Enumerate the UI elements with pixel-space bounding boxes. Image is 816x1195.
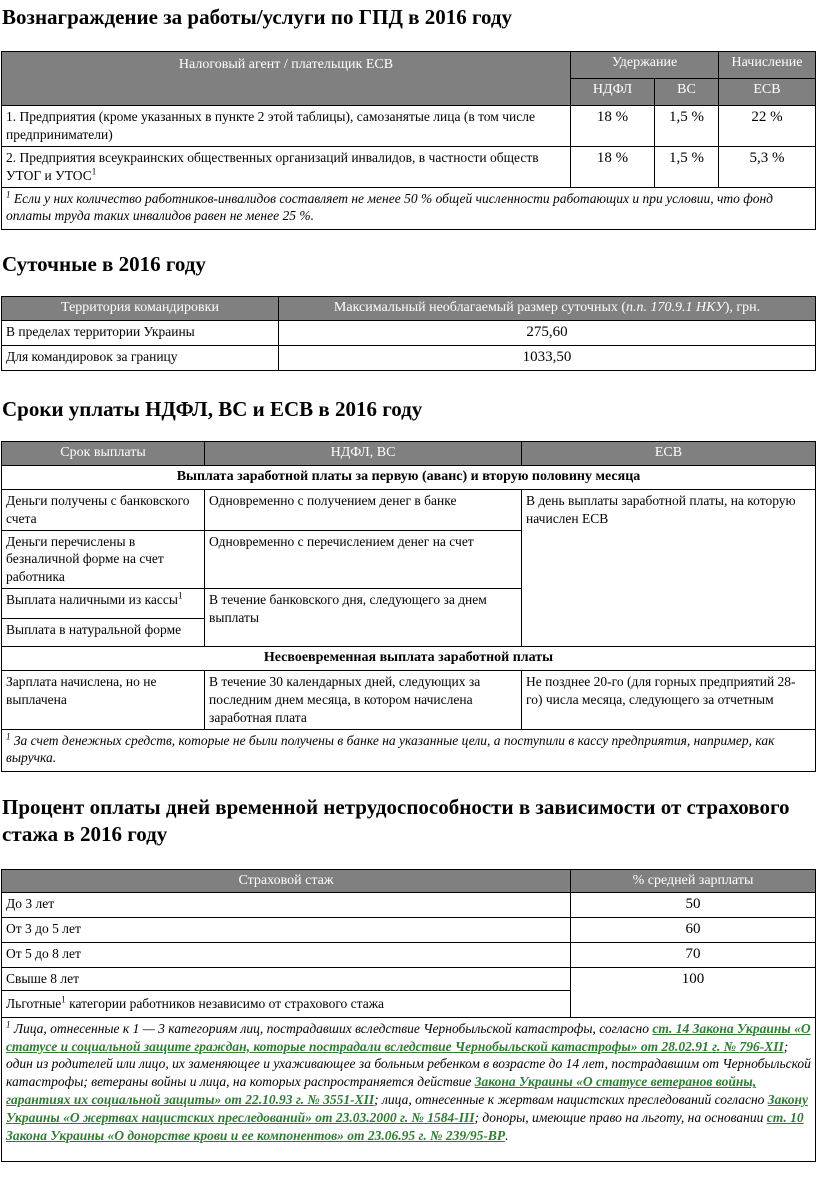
- payment-terms-table: [1, 441, 816, 772]
- section-title-per-diem: Суточные в 2016 году: [2, 252, 206, 276]
- row-percent: 60: [571, 918, 816, 943]
- footnote-mark: 1: [6, 189, 11, 200]
- section-title-sick-pay: Процент оплаты дней временной нетрудоспособности в зависимости от страхового стажа в 2016 году: [2, 795, 790, 847]
- row-esv: 22 %: [719, 106, 816, 147]
- header-ndfl-vs: НДФЛ, ВС: [205, 442, 522, 466]
- header-agent: Налоговый агент / плательщик ЕСВ: [2, 52, 571, 106]
- row-ndfl: Одновременно с получением денег в банке: [205, 490, 522, 531]
- table-row: [2, 967, 816, 990]
- table-row: [2, 321, 816, 346]
- header-esv: ЕСВ: [719, 79, 816, 106]
- row-vs: 1,5 %: [655, 147, 719, 188]
- header-stage: Страховой стаж: [2, 870, 571, 893]
- table-row: [2, 147, 816, 188]
- row-stage: От 5 до 8 лет: [2, 943, 571, 968]
- table-row: [2, 490, 816, 531]
- footnote-text: ; лица, отнесенные к жертвам нацистских преследований согласно: [374, 1092, 768, 1108]
- row-name: В пределах территории Украины: [2, 321, 279, 346]
- footnote-text: .: [505, 1127, 509, 1143]
- row-term: Деньги перечислены в безналичной форме на счет работника: [2, 530, 205, 588]
- footnote-mark: 1: [91, 166, 97, 177]
- row-term-cell: [2, 589, 205, 619]
- table-row: [2, 345, 816, 370]
- law-link-donors[interactable]: ст. 10 Закона Украины «О донорстве крови и ее компонентов» от 23.06.95 г. № 239/95-ВР: [6, 1109, 804, 1143]
- header-max-suffix: ), грн.: [724, 300, 761, 315]
- header-term: Срок выплаты: [2, 442, 205, 466]
- row-value: 275,60: [279, 321, 816, 346]
- section-title-gpd: Вознаграждение за работы/услуги по ГПД в 2016 году: [2, 5, 513, 29]
- row-vs: 1,5 %: [655, 106, 719, 147]
- per-diem-table: [1, 296, 816, 371]
- row-stage: Свыше 8 лет: [2, 967, 571, 990]
- header-accrual: Начисление: [719, 52, 816, 79]
- table-row: [2, 671, 816, 729]
- header-max-amount: [279, 297, 816, 321]
- header-territory: Территория командировки: [2, 297, 279, 321]
- footnote-text: ; один из родителей или лицо, их заменяющее и ухаживающее за больным ребенком в возрасте до 14 лет, пострадавшим от Чернобыльской катастрофы; ветераны войны и лица, на которых распространяется действие: [6, 1038, 811, 1090]
- sick-pay-table: [1, 869, 816, 1162]
- row-percent: 70: [571, 943, 816, 968]
- footnote: [2, 187, 816, 229]
- header-esv: ЕСВ: [522, 442, 816, 466]
- table-row: [2, 893, 816, 918]
- row-stage: До 3 лет: [2, 893, 571, 918]
- row-name: 2. Предприятия всеукраинских общественных организаций инвалидов, в частности обществ УТОГ и УТОС: [6, 150, 539, 183]
- row-ndfl: В течение 30 календарных дней, следующих за последним днем месяца, в котором начислена заработная плата: [205, 671, 522, 729]
- header-max-ref: п.п. 170.9.1 НКУ: [626, 300, 725, 315]
- footnote-mark: 1: [6, 731, 11, 741]
- row-name: 1. Предприятия (кроме указанных в пункте 2 этой таблицы), самозанятые лица (в том числе предприниматели): [2, 106, 571, 147]
- row-stage: От 3 до 5 лет: [2, 918, 571, 943]
- footnote-text: Если у них количество работников-инвалидов составляет не менее 50 % общей численности работающих и при условии, что фонд оплаты труда таких инвалидов равен не менее 25 %.: [6, 190, 773, 224]
- header-max-text: Максимальный необлагаемый размер суточных (: [333, 300, 627, 315]
- header-vs: ВС: [655, 79, 719, 106]
- header-hold: Удержание: [571, 52, 719, 79]
- row-term: Выплата наличными из кассы: [6, 592, 178, 608]
- footnote-text: Лица, отнесенные к 1 — 3 категориям лиц, пострадавших вследствие Чернобыльской катастрофы, согласно: [10, 1020, 653, 1036]
- table-row: [2, 106, 816, 147]
- footnote-text: ; доноры, имеющие право на льготу, на основании: [474, 1109, 767, 1125]
- row-ndfl: 18 %: [571, 106, 655, 147]
- footnote-text: За счет денежных средств, которые не были получены в банке на указанные цели, а поступили в кассу предприятия, например, как выручка.: [6, 732, 775, 766]
- row-esv: Не позднее 20-го (для горных предприятий 28-го) числа месяца, следующего за отчетным: [522, 671, 816, 729]
- row-value: 1033,50: [279, 345, 816, 370]
- footnote-mark: 1: [61, 994, 66, 1005]
- footnote-mark: 1: [177, 590, 183, 601]
- row-name-cell: [2, 147, 571, 188]
- gpd-table: [1, 51, 816, 230]
- table-row: [2, 943, 816, 968]
- table-row: [2, 918, 816, 943]
- subsection-title: Выплата заработной платы за первую (аванс) и вторую половину месяца: [2, 466, 816, 490]
- row-ndfl: В течение банковского дня, следующего за днем выплаты: [205, 589, 522, 647]
- law-link-veterans[interactable]: Закона Украины «О статусе ветеранов войны, гарантиях их социальной защиты» от 22.10.93 г. № 3551-XII: [6, 1074, 757, 1108]
- row-percent: 50: [571, 893, 816, 918]
- row-term: Зарплата начислена, но не выплачена: [2, 671, 205, 729]
- footnote-mark: 1: [6, 1019, 11, 1030]
- row-term: Деньги получены с банковского счета: [2, 490, 205, 531]
- row-name: Для командировок за границу: [2, 345, 279, 370]
- row-stage-suffix: категории работников независимо от страхового стажа: [65, 995, 385, 1011]
- footnote: [2, 1017, 816, 1161]
- law-link-nazi-victims[interactable]: Закону Украины «О жертвах нацистских преследований» от 23.03.2000 г. № 1584-III: [6, 1092, 808, 1125]
- row-stage-cell: [2, 990, 571, 1017]
- row-percent: 100: [571, 967, 816, 1017]
- section-title-payment-terms: Сроки уплаты НДФЛ, ВС и ЕСВ в 2016 году: [2, 397, 423, 421]
- row-stage: Льготные: [6, 995, 62, 1011]
- row-term: Выплата в натуральной форме: [2, 619, 205, 647]
- row-ndfl: 18 %: [571, 147, 655, 188]
- row-esv: 5,3 %: [719, 147, 816, 188]
- subsection-title: Несвоевременная выплата заработной платы: [2, 647, 816, 671]
- header-ndfl: НДФЛ: [571, 79, 655, 106]
- row-ndfl: Одновременно с перечислением денег на счет: [205, 530, 522, 588]
- footnote: [2, 729, 816, 771]
- header-percent: % средней зарплаты: [571, 870, 816, 893]
- law-link-chernobyl[interactable]: ст. 14 Закона Украины «О статусе и социальной защите граждан, которые пострадали вследствие Чернобыльской катастрофы» от 28.02.91 г. № 796-XII: [6, 1020, 811, 1054]
- row-esv: В день выплаты заработной платы, на которую начислен ЕСВ: [522, 490, 816, 647]
